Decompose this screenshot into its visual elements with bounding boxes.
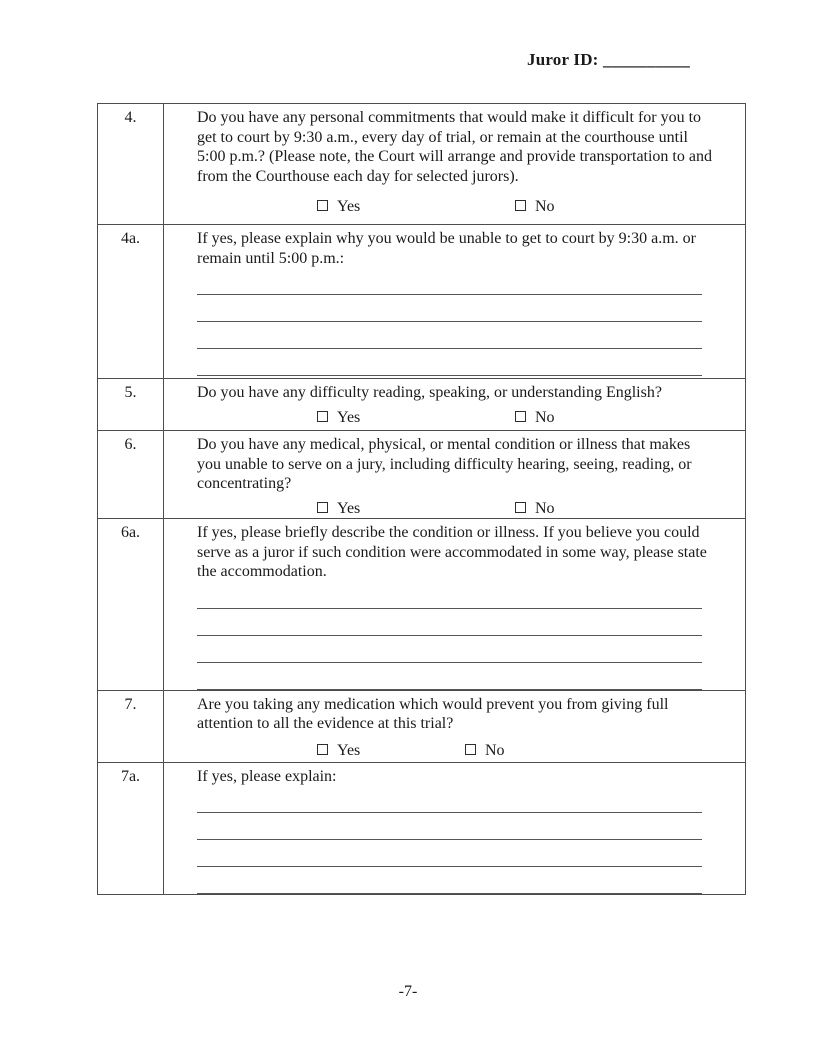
no-checkbox[interactable]	[515, 411, 526, 422]
question-number: 4a.	[98, 225, 164, 379]
question-number: 7a.	[98, 762, 164, 895]
question-number: 7.	[98, 690, 164, 762]
no-checkbox[interactable]	[515, 502, 526, 513]
yes-checkbox[interactable]	[317, 200, 328, 211]
page-number: -7-	[398, 983, 418, 1000]
answer-lines	[197, 786, 715, 894]
question-row-7	[98, 690, 746, 762]
yes-label: Yes	[337, 408, 361, 426]
no-checkbox[interactable]	[465, 744, 476, 755]
question-text: Do you have any personal commitments that would make it difficult for you to get to court by 9:30 a.m., every day of trial, or remain at the courthouse until 5:00 p.m.? (Please note, the Court will arrange and provide transportation to and from the Courthouse each day for selected jurors).	[197, 109, 712, 185]
question-text: If yes, please explain:	[197, 767, 337, 785]
answer-line[interactable]	[197, 322, 702, 349]
yes-label: Yes	[337, 499, 361, 517]
question-number: 5.	[98, 379, 164, 431]
no-choice	[515, 499, 555, 519]
no-label: No	[535, 198, 555, 215]
question-text: If yes, please briefly describe the condition or illness. If you believe you could serve as a juror if such condition were accommodated in some way, please state the accommodation.	[197, 524, 707, 580]
question-row-4	[98, 104, 746, 225]
yes-choice	[317, 741, 465, 761]
yes-choice	[317, 408, 515, 428]
answer-lines	[197, 582, 715, 690]
no-choice	[465, 741, 505, 761]
answer-line[interactable]	[197, 663, 702, 690]
question-number: 6a.	[98, 519, 164, 691]
no-checkbox[interactable]	[515, 200, 526, 211]
question-row-6	[98, 431, 746, 519]
answer-line[interactable]	[197, 813, 702, 840]
juror-id-header	[527, 50, 690, 70]
yes-label: Yes	[337, 741, 361, 759]
answer-line[interactable]	[197, 636, 702, 663]
question-text: Do you have any medical, physical, or mental condition or illness that makes you unable to serve on a jury, including difficulty hearing, seeing, reading, or concentrating?	[197, 436, 692, 492]
yes-checkbox[interactable]	[317, 502, 328, 513]
question-row-6a	[98, 519, 746, 691]
yes-checkbox[interactable]	[317, 411, 328, 422]
no-choice	[515, 408, 555, 428]
question-row-7a	[98, 762, 746, 895]
no-label: No	[485, 741, 505, 759]
juror-id-label: Juror ID:	[527, 50, 599, 69]
question-row-4a	[98, 225, 746, 379]
question-text: If yes, please explain why you would be unable to get to court by 9:30 a.m. or remain until 5:00 p.m.:	[197, 230, 696, 267]
answer-lines	[197, 268, 715, 376]
answer-line[interactable]	[197, 840, 702, 867]
question-text: Are you taking any medication which would prevent you from giving full attention to all the evidence at this trial?	[197, 695, 669, 732]
yes-label: Yes	[337, 198, 361, 215]
answer-line[interactable]	[197, 295, 702, 322]
answer-line[interactable]	[197, 582, 702, 609]
yes-choice	[317, 197, 515, 217]
question-row-5	[98, 379, 746, 431]
question-number: 4.	[98, 104, 164, 225]
no-label: No	[535, 499, 555, 517]
questionnaire-table	[97, 103, 746, 895]
answer-line[interactable]	[197, 268, 702, 295]
question-number: 6.	[98, 431, 164, 519]
yes-no-choices	[197, 499, 715, 519]
answer-line[interactable]	[197, 609, 702, 636]
juror-id-blank-field[interactable]: __________	[603, 50, 690, 69]
yes-no-choices	[197, 741, 715, 761]
yes-checkbox[interactable]	[317, 744, 328, 755]
yes-no-choices	[197, 197, 715, 217]
yes-no-choices	[197, 408, 715, 428]
answer-line[interactable]	[197, 349, 702, 376]
question-text: Do you have any difficulty reading, speaking, or understanding English?	[197, 384, 662, 401]
answer-line[interactable]	[197, 867, 702, 894]
no-label: No	[535, 408, 555, 426]
yes-choice	[317, 499, 515, 519]
no-choice	[515, 197, 555, 217]
answer-line[interactable]	[197, 786, 702, 813]
